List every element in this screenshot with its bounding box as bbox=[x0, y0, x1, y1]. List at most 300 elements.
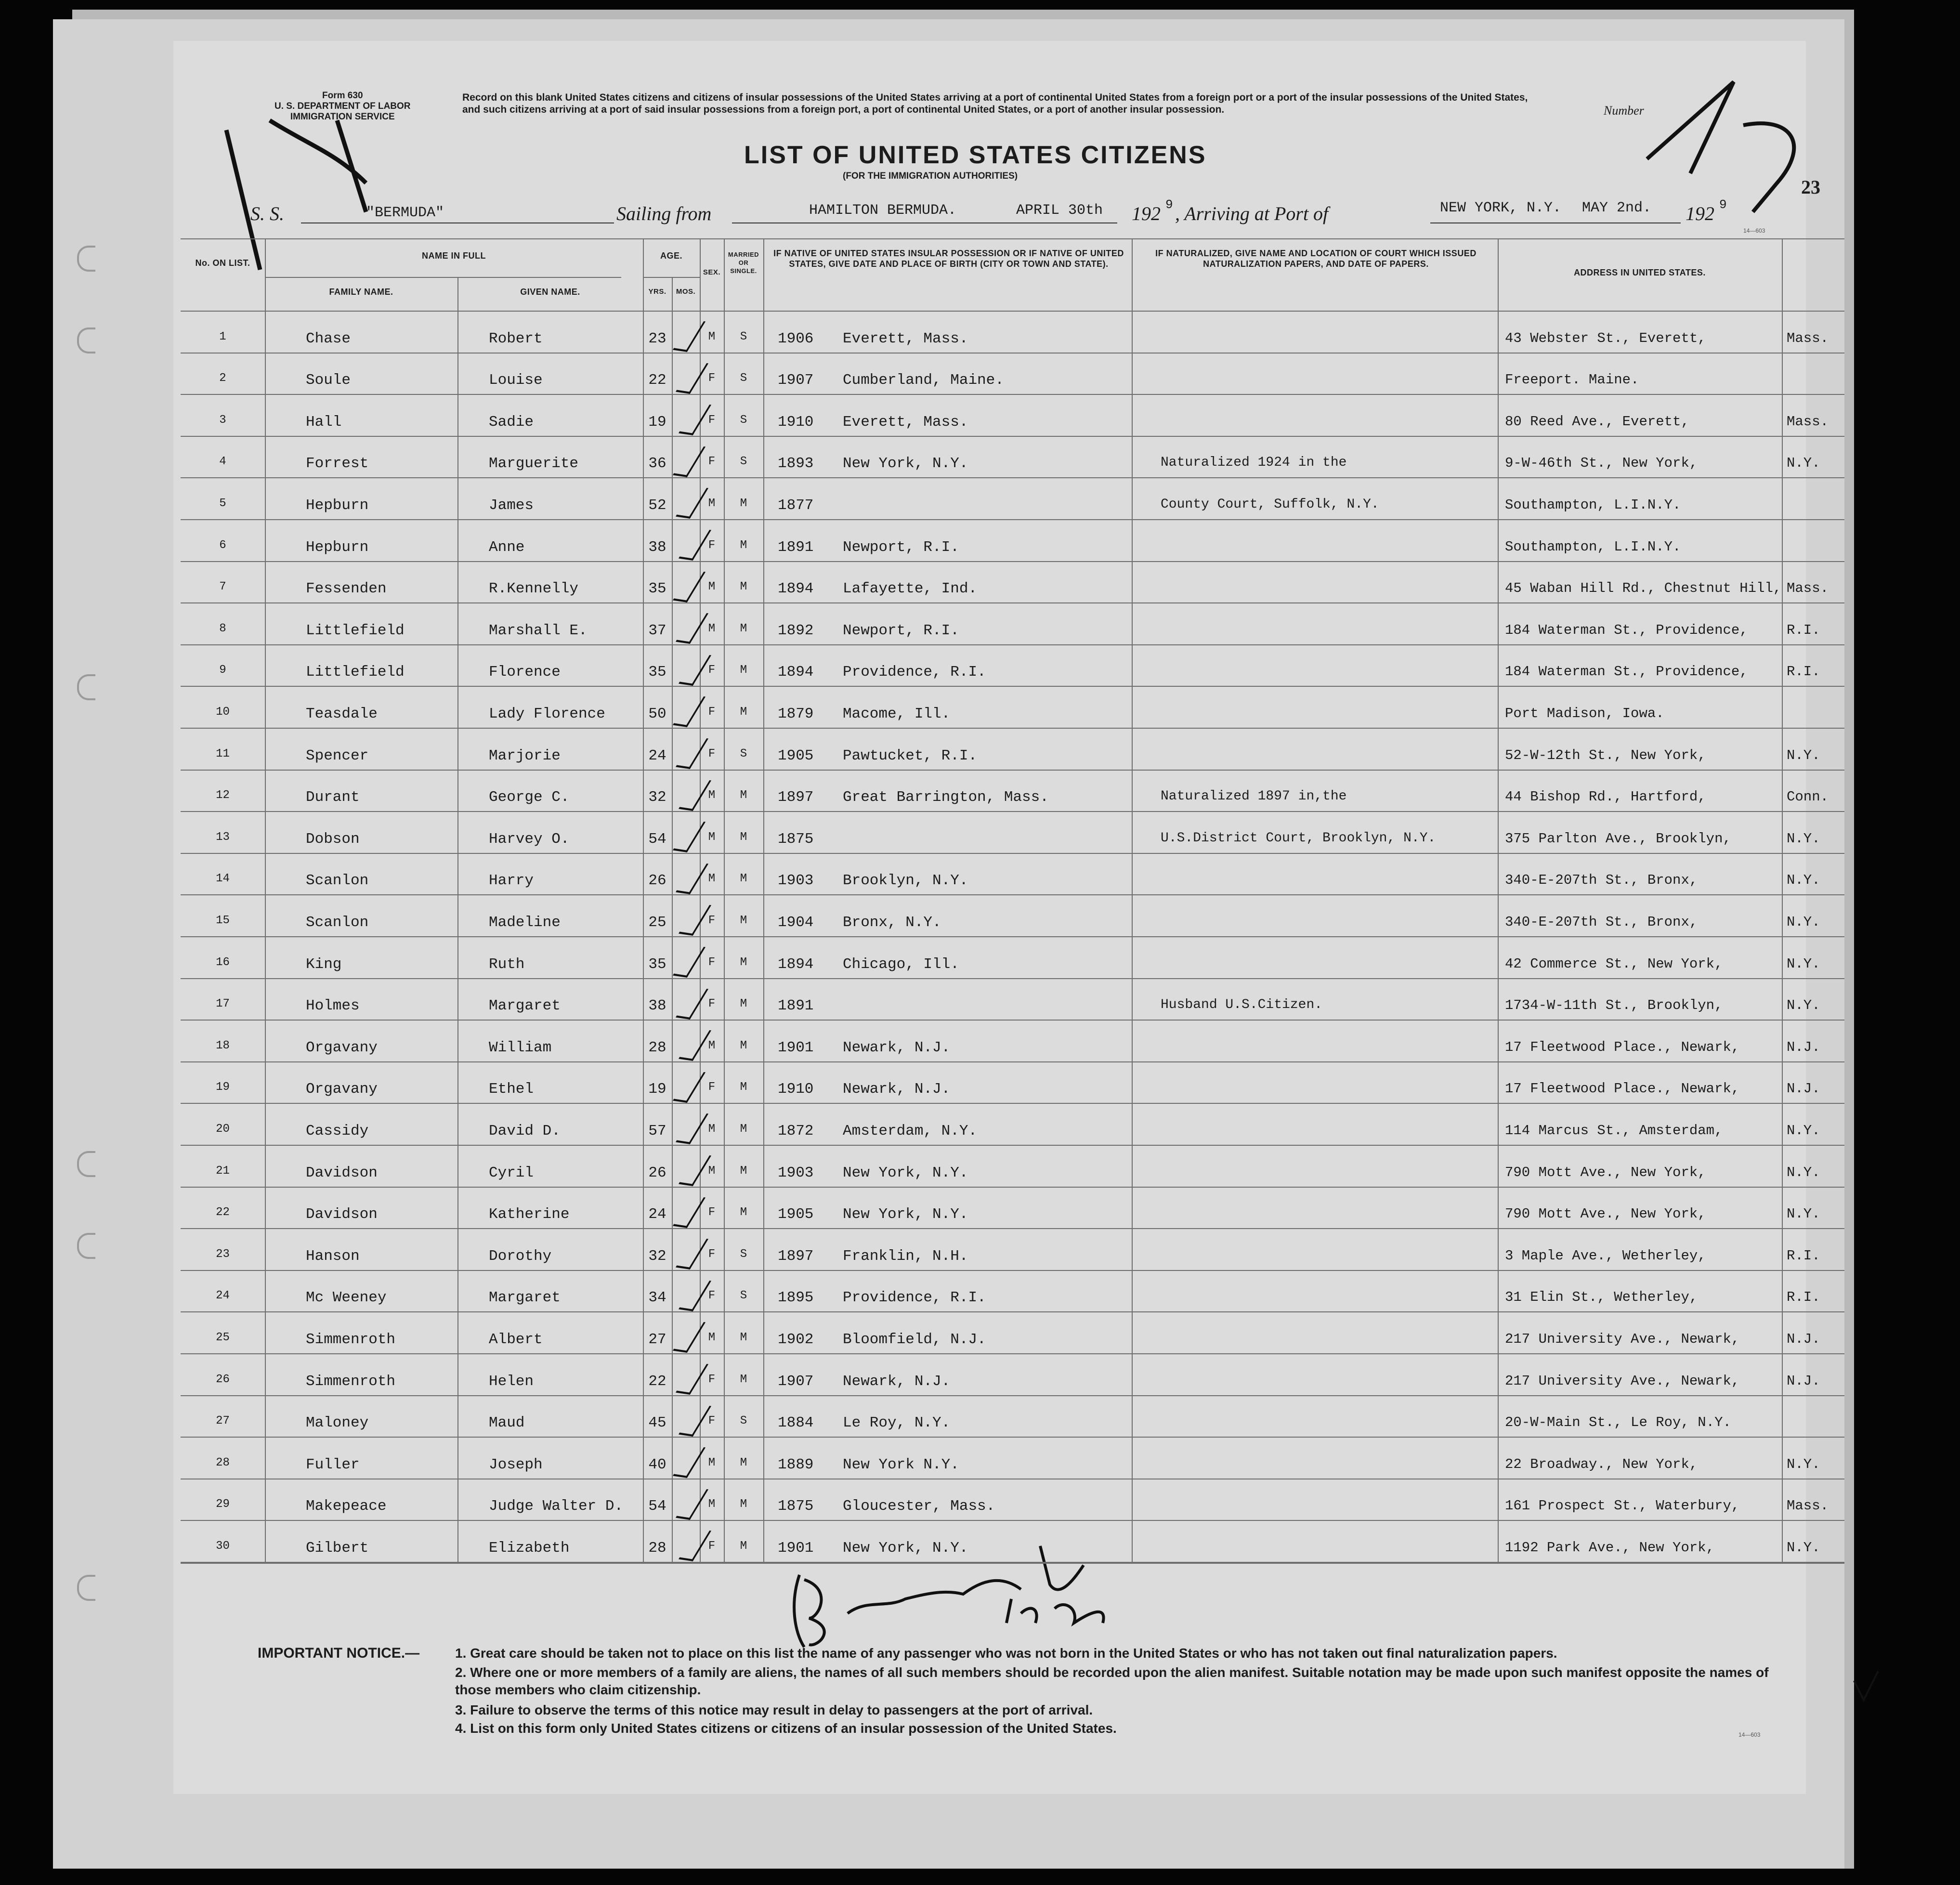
col-rule bbox=[1498, 238, 1499, 1563]
age-years: 34 bbox=[648, 1289, 666, 1307]
age-subheader-rule bbox=[643, 277, 700, 278]
birth-year: 1891 bbox=[778, 997, 814, 1015]
age-years: 36 bbox=[648, 455, 666, 472]
row-rule bbox=[181, 1020, 1844, 1021]
birth-place: New York, N.Y. bbox=[843, 1164, 968, 1181]
marital-status: M bbox=[740, 789, 747, 802]
row-number: 14 bbox=[216, 872, 230, 886]
row-rule bbox=[181, 936, 1844, 937]
row-number: 5 bbox=[219, 497, 226, 510]
sex: F bbox=[708, 1247, 716, 1261]
sex: M bbox=[708, 1498, 716, 1511]
form-id: Form 630 U. S. DEPARTMENT OF LABOR IMMIGRATION SERVICE bbox=[274, 91, 411, 122]
marital-status: M bbox=[740, 997, 747, 1011]
given-name: Margaret bbox=[489, 1289, 561, 1307]
birth-year: 1910 bbox=[778, 1081, 814, 1098]
state: N.J. bbox=[1787, 1081, 1820, 1097]
sex: F bbox=[708, 956, 716, 969]
birth-place: Chicago, Ill. bbox=[843, 956, 959, 973]
given-name: Maud bbox=[489, 1414, 525, 1432]
birth-place: Providence, R.I. bbox=[843, 664, 986, 681]
page-subtitle: (FOR THE IMMIGRATION AUTHORITIES) bbox=[843, 171, 1018, 181]
family-name: Littlefield bbox=[306, 622, 405, 639]
row-rule bbox=[181, 1061, 1844, 1062]
birth-year: 1893 bbox=[778, 455, 814, 472]
us-address: 20-W-Main St., Le Roy, N.Y. bbox=[1505, 1414, 1731, 1431]
row-number: 4 bbox=[219, 455, 226, 469]
sailing-label: Sailing from bbox=[616, 203, 712, 224]
family-name: Durant bbox=[306, 789, 360, 806]
birth-year: 1905 bbox=[778, 747, 814, 764]
family-name: Makepeace bbox=[306, 1498, 387, 1515]
family-name: Simmenroth bbox=[306, 1373, 396, 1390]
given-name: Ethel bbox=[489, 1081, 534, 1098]
given-name: Elizabeth bbox=[489, 1540, 570, 1557]
row-number: 10 bbox=[216, 706, 230, 719]
birth-year: 1903 bbox=[778, 872, 814, 890]
marital-status: M bbox=[740, 1206, 747, 1219]
birth-year: 1877 bbox=[778, 497, 814, 514]
age-years: 50 bbox=[648, 706, 666, 722]
sex: F bbox=[708, 706, 716, 719]
birth-year: 1894 bbox=[778, 956, 814, 973]
header-yrs: YRS. bbox=[648, 288, 666, 296]
us-address: 340-E-207th St., Bronx, bbox=[1505, 872, 1698, 889]
marital-status: M bbox=[740, 1081, 747, 1094]
marital-status: M bbox=[740, 914, 747, 927]
row-number: 28 bbox=[216, 1456, 230, 1469]
row-rule bbox=[181, 1228, 1844, 1229]
given-name: Sadie bbox=[489, 413, 534, 431]
state: N.Y. bbox=[1787, 455, 1820, 471]
header-age: AGE. bbox=[660, 251, 682, 261]
family-name: Mc Weeney bbox=[306, 1289, 387, 1307]
family-name: Teasdale bbox=[306, 706, 378, 722]
age-years: 24 bbox=[648, 747, 666, 764]
age-years: 19 bbox=[648, 1081, 666, 1098]
birth-place: Franklin, N.H. bbox=[843, 1247, 968, 1265]
marital-status: S bbox=[740, 455, 747, 469]
header-birth: IF NATIVE OF UNITED STATES INSULAR POSSESSION OR IF NATIVE OF UNITED STATES, GIVE DATE AND PLACE OF BIRTH (CITY OR TOWN AND STATE). bbox=[773, 249, 1124, 269]
family-name: Fuller bbox=[306, 1456, 360, 1473]
state: N.Y. bbox=[1787, 1540, 1820, 1556]
us-address: Southampton, L.I.N.Y. bbox=[1505, 538, 1681, 555]
sex: F bbox=[708, 413, 716, 427]
notice-item-3: 3. Failure to observe the terms of this notice may result in delay to passengers at the port of arrival. bbox=[455, 1702, 1093, 1717]
row-rule bbox=[181, 1562, 1844, 1563]
year-suffix: 9 bbox=[1165, 197, 1173, 212]
age-years: 22 bbox=[648, 372, 666, 389]
row-rule bbox=[181, 477, 1844, 478]
row-rule bbox=[181, 1395, 1844, 1396]
header-given: GIVEN NAME. bbox=[520, 287, 580, 297]
row-number: 2 bbox=[219, 372, 226, 385]
us-address: 161 Prospect St., Waterbury, bbox=[1505, 1498, 1740, 1514]
age-years: 57 bbox=[648, 1123, 666, 1139]
row-rule bbox=[181, 1437, 1844, 1438]
birth-year: 1875 bbox=[778, 1498, 814, 1515]
age-years: 35 bbox=[648, 956, 666, 973]
birth-place: New York, N.Y. bbox=[843, 455, 968, 472]
marital-status: M bbox=[740, 538, 747, 552]
age-years: 26 bbox=[648, 1164, 666, 1181]
sex: M bbox=[708, 1456, 716, 1469]
us-address: 17 Fleetwood Place., Newark, bbox=[1505, 1039, 1740, 1055]
marital-status: S bbox=[740, 1414, 747, 1428]
arrival-year-suffix: 9 bbox=[1719, 197, 1727, 212]
sex: M bbox=[708, 1123, 716, 1136]
row-rule bbox=[181, 436, 1844, 437]
state: R.I. bbox=[1787, 622, 1820, 638]
marital-status: M bbox=[740, 1331, 747, 1344]
family-name: Orgavany bbox=[306, 1081, 378, 1098]
row-number: 12 bbox=[216, 789, 230, 802]
given-name: Judge Walter D. bbox=[489, 1498, 624, 1515]
marital-status: S bbox=[740, 413, 747, 427]
us-address: Southampton, L.I.N.Y. bbox=[1505, 497, 1681, 513]
intro-text: Record on this blank United States citizens and citizens of insular possessions of the United States arriving at a port of continental United States from a foreign port or a port of the insular possessions of the United States, and such citizens arriving at a port of said insular possessions from a foreign port, a port of continental United States, or a port of another insular possession. bbox=[462, 92, 1528, 115]
notice-item-1: 1. Great care should be taken not to place on this list the name of any passenger who was not born in the United States or who has not taken out final naturalization papers. bbox=[455, 1646, 1557, 1661]
birth-year: 1875 bbox=[778, 830, 814, 848]
us-address: 1734-W-11th St., Brooklyn, bbox=[1505, 997, 1723, 1014]
sex: M bbox=[708, 1331, 716, 1344]
marital-status: S bbox=[740, 747, 747, 760]
family-name: King bbox=[306, 956, 342, 973]
row-number: 22 bbox=[216, 1206, 230, 1219]
given-name: Marjorie bbox=[489, 747, 561, 764]
marital-status: M bbox=[740, 664, 747, 677]
row-rule bbox=[181, 1270, 1844, 1271]
birth-place: Bronx, N.Y. bbox=[843, 914, 941, 931]
us-address: 790 Mott Ave., New York, bbox=[1505, 1206, 1706, 1222]
birth-year: 1895 bbox=[778, 1289, 814, 1307]
us-address: 790 Mott Ave., New York, bbox=[1505, 1164, 1706, 1180]
given-name: Joseph bbox=[489, 1456, 543, 1473]
birth-year: 1872 bbox=[778, 1123, 814, 1139]
col-rule bbox=[643, 238, 644, 1563]
marital-status: M bbox=[740, 1456, 747, 1469]
birth-place: Macome, Ill. bbox=[843, 706, 951, 722]
row-rule bbox=[181, 894, 1844, 895]
state: N.Y. bbox=[1787, 1164, 1820, 1180]
given-name: R.Kennelly bbox=[489, 580, 579, 598]
sex: M bbox=[708, 1164, 716, 1178]
family-name: Scanlon bbox=[306, 872, 369, 890]
birth-year: 1901 bbox=[778, 1039, 814, 1056]
header-married: MARRIED OR SINGLE. bbox=[728, 251, 759, 275]
arriving-label: , Arriving at Port of bbox=[1175, 203, 1329, 224]
age-years: 37 bbox=[648, 622, 666, 639]
sheet-number: 23 bbox=[1801, 176, 1820, 198]
row-number: 23 bbox=[216, 1247, 230, 1261]
birth-year: 1889 bbox=[778, 1456, 814, 1473]
state: Conn. bbox=[1787, 789, 1829, 805]
state: N.Y. bbox=[1787, 747, 1820, 763]
given-name: William bbox=[489, 1039, 552, 1056]
birth-year: 1884 bbox=[778, 1414, 814, 1432]
number-label: Number bbox=[1604, 104, 1644, 118]
family-name: Dobson bbox=[306, 830, 360, 848]
state: Mass. bbox=[1787, 580, 1829, 597]
state: N.Y. bbox=[1787, 872, 1820, 889]
state: Mass. bbox=[1787, 1498, 1829, 1514]
col-rule bbox=[265, 238, 266, 1563]
given-name: Margaret bbox=[489, 997, 561, 1015]
row-rule bbox=[181, 686, 1844, 687]
given-name: Harvey O. bbox=[489, 830, 570, 848]
sex: F bbox=[708, 997, 716, 1011]
birth-place: Amsterdam, N.Y. bbox=[843, 1123, 978, 1139]
marital-status: S bbox=[740, 330, 747, 343]
birth-place: New York, N.Y. bbox=[843, 1206, 968, 1223]
col-rule bbox=[724, 238, 725, 1563]
birth-place: Newport, R.I. bbox=[843, 622, 959, 639]
state: N.J. bbox=[1787, 1373, 1820, 1389]
row-number: 29 bbox=[216, 1498, 230, 1511]
age-years: 26 bbox=[648, 872, 666, 890]
given-name: Dorothy bbox=[489, 1247, 552, 1265]
state: N.Y. bbox=[1787, 1206, 1820, 1222]
header-no: No. ON LIST. bbox=[195, 258, 250, 268]
given-name: David D. bbox=[489, 1123, 561, 1139]
age-years: 22 bbox=[648, 1373, 666, 1390]
passenger-table bbox=[181, 238, 1844, 1568]
birth-place: Cumberland, Maine. bbox=[843, 372, 1004, 389]
marital-status: M bbox=[740, 1123, 747, 1136]
us-address: 184 Waterman St., Providence, bbox=[1505, 622, 1748, 638]
family-name: Hepburn bbox=[306, 538, 369, 556]
row-number: 17 bbox=[216, 997, 230, 1011]
state: N.Y. bbox=[1787, 1123, 1820, 1139]
naturalization: County Court, Suffolk, N.Y. bbox=[1161, 497, 1379, 512]
marital-status: M bbox=[740, 622, 747, 635]
notice-item-2: 2. Where one or more members of a family are aliens, the names of all such members should be recorded upon the alien manifest. Suitable notation may be made upon such manifest opposite the names of those members who claim citizenship. bbox=[455, 1665, 1769, 1697]
row-rule bbox=[181, 644, 1844, 645]
family-name: Littlefield bbox=[306, 664, 405, 681]
col-rule bbox=[1782, 238, 1783, 1563]
sail-date: APRIL 30th bbox=[1016, 202, 1103, 219]
birth-place: Newark, N.J. bbox=[843, 1373, 951, 1390]
age-years: 19 bbox=[648, 413, 666, 431]
col-rule bbox=[763, 238, 764, 1563]
given-name: Harry bbox=[489, 872, 534, 890]
sex: M bbox=[708, 830, 716, 844]
given-name: Lady Florence bbox=[489, 706, 605, 722]
row-number: 25 bbox=[216, 1331, 230, 1344]
age-years: 38 bbox=[648, 538, 666, 556]
birth-year: 1903 bbox=[778, 1164, 814, 1181]
sex: F bbox=[708, 1414, 716, 1428]
family-name: Orgavany bbox=[306, 1039, 378, 1056]
birth-year: 1906 bbox=[778, 330, 814, 347]
row-rule bbox=[181, 853, 1844, 854]
family-name: Spencer bbox=[306, 747, 369, 764]
birth-place: Pawtucket, R.I. bbox=[843, 747, 978, 764]
row-rule bbox=[181, 728, 1844, 729]
naturalization: Husband U.S.Citizen. bbox=[1161, 997, 1323, 1013]
given-name: Louise bbox=[489, 372, 543, 389]
notice-lead: IMPORTANT NOTICE.— bbox=[258, 1645, 420, 1661]
sex: F bbox=[708, 1540, 716, 1553]
given-name: George C. bbox=[489, 789, 570, 806]
ss-label: S. S. bbox=[250, 203, 284, 224]
sex: F bbox=[708, 1373, 716, 1386]
given-name: Katherine bbox=[489, 1206, 570, 1223]
birth-place: Bloomfield, N.J. bbox=[843, 1331, 986, 1348]
row-rule bbox=[181, 1103, 1844, 1104]
family-name: Maloney bbox=[306, 1414, 369, 1432]
sex: F bbox=[708, 372, 716, 385]
age-years: 24 bbox=[648, 1206, 666, 1223]
marital-status: S bbox=[740, 1289, 747, 1303]
marital-status: M bbox=[740, 830, 747, 844]
birth-year: 1901 bbox=[778, 1540, 814, 1557]
naturalization: Naturalized 1924 in the bbox=[1161, 455, 1347, 471]
row-number: 27 bbox=[216, 1414, 230, 1428]
family-name: Hall bbox=[306, 413, 342, 431]
col-rule bbox=[457, 277, 458, 1563]
row-rule bbox=[181, 978, 1844, 979]
marital-status: M bbox=[740, 1498, 747, 1511]
naturalization: U.S.District Court, Brooklyn, N.Y. bbox=[1161, 830, 1436, 846]
col-rule bbox=[672, 277, 673, 1563]
age-years: 54 bbox=[648, 1498, 666, 1515]
row-rule bbox=[181, 602, 1844, 603]
sex: F bbox=[708, 914, 716, 927]
state: N.J. bbox=[1787, 1039, 1820, 1055]
birth-year: 1894 bbox=[778, 580, 814, 598]
birth-year: 1902 bbox=[778, 1331, 814, 1348]
sex: M bbox=[708, 872, 716, 886]
sex: M bbox=[708, 330, 716, 343]
age-years: 40 bbox=[648, 1456, 666, 1473]
us-address: 3 Maple Ave., Wetherley, bbox=[1505, 1247, 1706, 1264]
ship-name: "BERMUDA" bbox=[366, 205, 444, 221]
us-address: 114 Marcus St., Amsterdam, bbox=[1505, 1123, 1723, 1139]
notice-item-4: 4. List on this form only United States citizens or citizens of an insular possession of the United States. bbox=[455, 1721, 1117, 1736]
row-number: 1 bbox=[219, 330, 226, 343]
given-name: Helen bbox=[489, 1373, 534, 1390]
us-address: 340-E-207th St., Bronx, bbox=[1505, 914, 1698, 930]
birth-year: 1905 bbox=[778, 1206, 814, 1223]
birth-place: Newark, N.J. bbox=[843, 1081, 951, 1098]
page-title: LIST OF UNITED STATES CITIZENS bbox=[744, 141, 1207, 169]
age-years: 32 bbox=[648, 789, 666, 806]
age-years: 45 bbox=[648, 1414, 666, 1432]
sailing-from: HAMILTON BERMUDA. bbox=[809, 202, 957, 219]
given-name: Albert bbox=[489, 1331, 543, 1348]
row-rule bbox=[181, 1353, 1844, 1354]
row-rule bbox=[181, 1311, 1844, 1312]
birth-place: Le Roy, N.Y. bbox=[843, 1414, 951, 1432]
birth-year: 1910 bbox=[778, 413, 814, 431]
age-years: 35 bbox=[648, 664, 666, 681]
age-years: 27 bbox=[648, 1331, 666, 1348]
birth-place: Newport, R.I. bbox=[843, 538, 959, 556]
sex: F bbox=[708, 455, 716, 469]
row-number: 15 bbox=[216, 914, 230, 927]
marital-status: M bbox=[740, 580, 747, 594]
row-number: 6 bbox=[219, 538, 226, 552]
row-number: 26 bbox=[216, 1373, 230, 1386]
birth-year: 1897 bbox=[778, 789, 814, 806]
birth-place: Everett, Mass. bbox=[843, 330, 968, 347]
header-name-in-full: NAME IN FULL bbox=[422, 251, 486, 261]
marital-status: M bbox=[740, 872, 747, 886]
birth-year: 1892 bbox=[778, 622, 814, 639]
year-prefix: 192 bbox=[1132, 203, 1161, 224]
given-name: Madeline bbox=[489, 914, 561, 931]
marital-status: M bbox=[740, 497, 747, 510]
row-rule bbox=[181, 770, 1844, 771]
us-address: 375 Parlton Ave., Brooklyn, bbox=[1505, 830, 1731, 847]
row-number: 16 bbox=[216, 956, 230, 969]
arrival-year-prefix: 192 bbox=[1686, 203, 1714, 224]
family-name: Davidson bbox=[306, 1164, 378, 1181]
row-number: 9 bbox=[219, 664, 226, 677]
sex: M bbox=[708, 497, 716, 510]
name-subheader-rule bbox=[265, 277, 621, 278]
header-naturalized: IF NATURALIZED, GIVE NAME AND LOCATION OF COURT WHICH ISSUED NATURALIZATION PAPERS, AND DATE OF PAPERS. bbox=[1155, 249, 1477, 269]
birth-place: Everett, Mass. bbox=[843, 413, 968, 431]
birth-year: 1904 bbox=[778, 914, 814, 931]
us-address: Freeport. Maine. bbox=[1505, 372, 1639, 388]
age-years: 28 bbox=[648, 1039, 666, 1056]
us-address: Port Madison, Iowa. bbox=[1505, 706, 1664, 721]
family-name: Soule bbox=[306, 372, 351, 389]
row-number: 24 bbox=[216, 1289, 230, 1303]
age-years: 54 bbox=[648, 830, 666, 848]
sex: M bbox=[708, 789, 716, 802]
sex: F bbox=[708, 747, 716, 760]
row-number: 11 bbox=[216, 747, 230, 760]
sex: F bbox=[708, 1289, 716, 1303]
given-name: Robert bbox=[489, 330, 543, 347]
birth-place: Lafayette, Ind. bbox=[843, 580, 978, 598]
birth-year: 1894 bbox=[778, 664, 814, 681]
row-rule bbox=[181, 394, 1844, 395]
state: N.Y. bbox=[1787, 830, 1820, 847]
us-address: 9-W-46th St., New York, bbox=[1505, 455, 1698, 471]
birth-year: 1879 bbox=[778, 706, 814, 722]
birth-place: Providence, R.I. bbox=[843, 1289, 986, 1307]
header-mos: MOS. bbox=[676, 288, 696, 296]
row-number: 20 bbox=[216, 1123, 230, 1136]
footer-form-code: 14—603 bbox=[1738, 1731, 1761, 1738]
sex: M bbox=[708, 580, 716, 594]
age-years: 28 bbox=[648, 1540, 666, 1557]
us-address: 1192 Park Ave., New York, bbox=[1505, 1540, 1715, 1556]
table-bottom-rule bbox=[181, 1563, 1844, 1564]
header-bottom-rule bbox=[181, 311, 1844, 312]
form-code: 14—603 bbox=[1743, 227, 1765, 234]
row-number: 21 bbox=[216, 1164, 230, 1178]
row-rule bbox=[181, 1520, 1844, 1521]
age-years: 38 bbox=[648, 997, 666, 1015]
state: N.Y. bbox=[1787, 956, 1820, 972]
us-address: 17 Fleetwood Place., Newark, bbox=[1505, 1081, 1740, 1097]
birth-place: Brooklyn, N.Y. bbox=[843, 872, 968, 890]
given-name: Cyril bbox=[489, 1164, 534, 1181]
family-name: Holmes bbox=[306, 997, 360, 1015]
marital-status: M bbox=[740, 706, 747, 719]
given-name: Anne bbox=[489, 538, 525, 556]
family-name: Davidson bbox=[306, 1206, 378, 1223]
row-rule bbox=[181, 1187, 1844, 1188]
us-address: 44 Bishop Rd., Hartford, bbox=[1505, 789, 1706, 805]
family-name: Gilbert bbox=[306, 1540, 369, 1557]
state: R.I. bbox=[1787, 1289, 1820, 1306]
